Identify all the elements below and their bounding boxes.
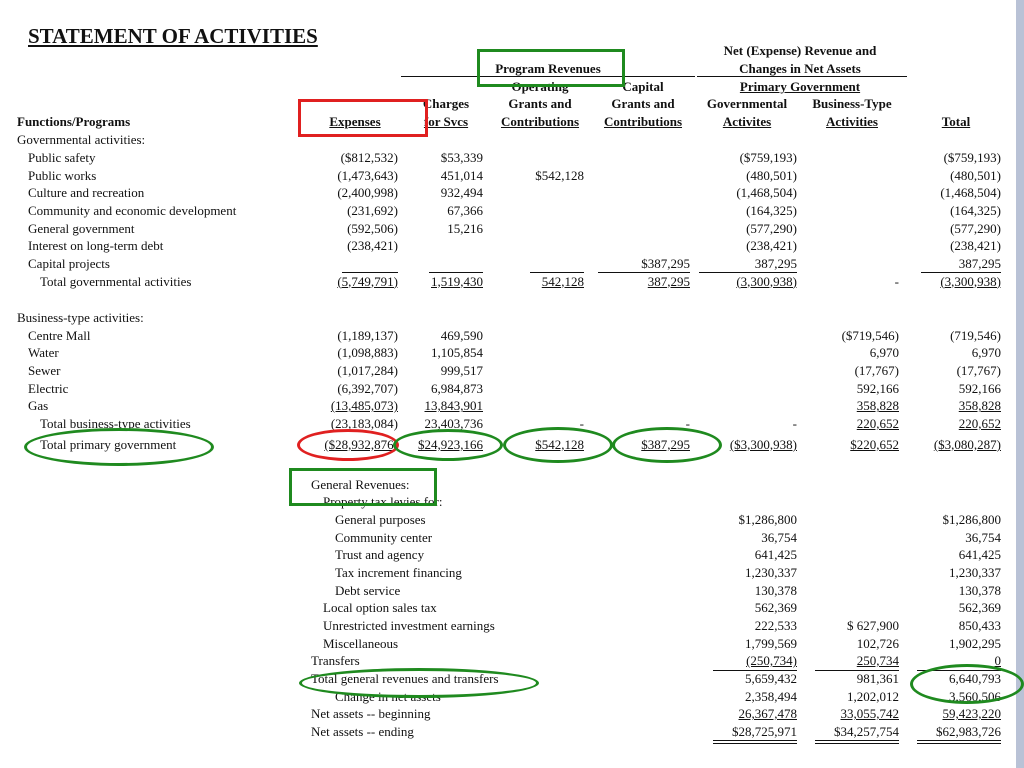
general-row-bt: 250,734 [856,653,899,669]
ending-double-rule [713,743,797,744]
general-row-bt: $ 627,900 [847,617,899,633]
general-row-gov: 1,799,569 [745,635,797,651]
general-row-gov: (250,734) [746,653,797,669]
general-row-gov: 26,367,478 [738,706,797,722]
primary-total-bt: $220,652 [850,437,899,452]
gov-total-expenses: (5,749,791) [337,273,398,289]
operating-header-l2: Grants and [508,96,572,111]
gov-row-charges: 451,014 [440,167,483,183]
general-row-total: 641,425 [958,547,1001,563]
gov-row-expenses: (238,421) [347,238,398,254]
general-row-gov: $28,725,971 [732,723,797,739]
gov-row-gov: (164,325) [746,202,797,218]
gov-total-bt: - [894,273,899,289]
bt-total-charges: 23,403,736 [424,415,483,431]
primary-expenses-oval [297,429,399,461]
gov-row-expenses: (592,506) [347,220,398,236]
gov-row-expenses: (1,473,643) [337,167,398,183]
gov-row-total: 387,295 [958,255,1001,271]
gov-row-capital: $387,295 [641,255,690,271]
charges-header-l1: Charges [422,96,470,111]
general-row-bt: 102,726 [856,635,899,651]
gov-row-label: Culture and recreation [28,185,145,201]
expenses-highlight-box [298,99,428,137]
general-row-total: 850,433 [958,617,1001,633]
general-row-label: Community center [335,529,433,545]
primary-government-header: Primary Government [739,79,861,94]
general-row-label: Debt service [335,582,401,598]
general-row-label: Net assets -- ending [311,723,414,739]
gov-row-label: Interest on long-term debt [28,238,164,254]
general-row-total: 6,640,793 [949,670,1001,686]
bt-row-expenses: (6,392,707) [337,380,398,396]
gov-row-gov: (480,501) [746,167,797,183]
bt-row-total: 358,828 [958,398,1001,414]
bt-header-l1: Business-Type [812,96,892,111]
gov-total-gov: (3,300,938) [736,273,797,289]
total-header: Total [941,114,971,129]
bt-row-expenses: (1,098,883) [337,345,398,361]
general-row-label: Unrestricted investment earnings [323,617,495,633]
net-header-line2: Changes in Net Assets [739,61,861,76]
primary-total-charges: $24,923,166 [418,437,483,452]
primary-capital-oval [612,427,722,463]
bt-total-gov: - [792,415,797,431]
bt-row-bt: ($719,546) [841,327,899,343]
general-row-gov: 641,425 [754,547,797,563]
gov-row-total: (238,421) [950,238,1001,254]
gov-row-expenses: (2,400,998) [337,185,398,201]
general-row-label: Total general revenues and transfers [311,670,499,686]
bt-total-operating: - [579,415,584,431]
gov-total-capital: 387,295 [647,273,690,289]
net-header-rule [697,76,907,77]
gov-total-operating: 542,128 [541,273,584,289]
gov-total-charges: 1,519,430 [431,273,483,289]
bt-row-charges: 13,843,901 [424,398,483,414]
functions-header: Functions/Programs [17,114,131,129]
bt-row-total: (17,767) [956,362,1001,378]
general-row-gov: 1,230,337 [745,564,797,580]
gov-row-gov: (577,290) [746,220,797,236]
gov-row-expenses: ($812,532) [340,150,398,165]
general-row-label: Miscellaneous [323,635,399,651]
gov-row-label: General government [28,220,135,236]
primary-total-label-oval [24,428,214,466]
general-total-label-oval [299,668,539,698]
gov-row-gov: (238,421) [746,238,797,254]
general-row-gov: 562,369 [754,600,797,616]
gov-row-charges: $53,339 [440,150,483,165]
bt-row-label: Centre Mall [28,327,91,343]
general-row-label: Tax increment financing [335,564,462,580]
primary-operating-oval [503,427,613,463]
bt-total-expenses: (23,183,084) [330,415,398,431]
primary-total-expenses: ($28,932,876) [324,437,398,452]
general-row-label: Trust and agency [335,547,425,563]
gov-row-total: (164,325) [950,202,1001,218]
bt-row-label: Water [28,345,59,361]
program-revenues-header: Program Revenues [495,61,601,76]
ending-double-rule [815,743,899,744]
gov-row-gov: 387,295 [754,255,797,271]
gov-row-total: (577,290) [950,220,1001,236]
gov-total-label: Total governmental activities [40,273,192,289]
bt-activities-heading: Business-type activities: [17,310,144,325]
slide-edge-strip [1016,0,1024,768]
bt-row-charges: 6,984,873 [431,380,483,396]
primary-total-total: ($3,080,287) [933,437,1001,452]
gov-row-total: (480,501) [950,167,1001,183]
gov-header-l1: Governmental [706,96,788,111]
bt-row-expenses: (1,189,137) [337,327,398,343]
bt-total-capital: - [685,415,690,431]
ending-double-rule [917,743,1001,744]
general-row-gov: 36,754 [761,529,797,545]
bt-row-total: 592,166 [958,380,1001,396]
operating-header-l1: Operating [511,79,569,94]
general-row-bt: 981,361 [856,670,899,686]
general-row-bt: 33,055,742 [840,706,899,722]
gov-activities-heading: Governmental activities: [17,132,146,147]
gov-row-charges: 932,494 [440,185,483,201]
ending-double-rule [713,740,797,741]
general-row-bt: $34,257,754 [834,723,899,739]
bt-row-charges: 999,517 [440,362,483,378]
gov-header-l2: Activites [722,114,772,129]
bt-row-label: Electric [28,380,69,396]
ending-double-rule [917,740,1001,741]
general-row-gov: $1,286,800 [738,512,797,527]
gov-row-label: Community and economic development [28,202,237,218]
property-tax-heading: Property tax levies for: [323,494,443,509]
bt-row-bt: 6,970 [869,345,899,361]
general-row-total: 130,378 [958,582,1001,598]
bt-row-bt: 592,166 [856,380,899,396]
gov-row-charges: 15,216 [447,220,483,236]
general-row-label: Transfers [311,653,360,669]
bt-row-bt: (17,767) [854,362,899,378]
gov-row-gov: (1,468,504) [736,185,797,201]
general-row-gov: 130,378 [754,582,797,598]
general-row-total: $1,286,800 [942,512,1001,527]
charges-header-l2: for Svcs [423,114,469,129]
general-row-total: 36,754 [965,529,1001,545]
general-row-gov: 222,533 [754,617,797,633]
general-row-total: 1,902,295 [949,635,1001,651]
operating-header-l3: Contributions [500,114,580,129]
general-row-total: 3,560,506 [949,688,1001,704]
primary-total-label: Total primary government [40,437,177,452]
program-revenues-highlight-box [477,49,625,87]
general-total-value-oval [910,664,1024,704]
bt-row-total: 6,970 [971,345,1001,361]
gov-row-label: Public safety [28,150,96,165]
general-row-gov: 5,659,432 [745,670,797,686]
general-row-total: 562,369 [958,600,1001,616]
bt-total-total: 220,652 [958,415,1001,431]
ending-double-rule [815,740,899,741]
bt-row-expenses: (1,017,284) [337,362,398,378]
bt-row-total: (719,546) [950,327,1001,343]
general-row-total: $62,983,726 [936,723,1001,739]
capital-header-l1: Capital [622,79,664,94]
primary-total-operating: $542,128 [535,437,584,452]
bt-total-bt: 220,652 [856,415,899,431]
bt-row-label: Sewer [28,362,61,378]
bt-row-expenses: (13,485,073) [330,398,398,414]
general-row-label: General purposes [335,512,426,527]
page-title: STATEMENT OF ACTIVITIES [28,24,318,48]
general-row-label: Change in net assets [335,688,441,704]
general-row-label: Local option sales tax [323,600,437,616]
gov-row-charges: 67,366 [447,202,483,218]
bt-total-label: Total business-type activities [40,415,191,431]
expenses-header: Expenses [329,114,381,129]
gov-row-gov: ($759,193) [739,150,797,165]
gov-row-total: (1,468,504) [940,185,1001,201]
gov-row-label: Public works [28,167,97,183]
capital-header-l3: Contributions [603,114,683,129]
general-revenues-heading: General Revenues: [311,477,410,492]
gov-total-total: (3,300,938) [940,273,1001,289]
general-row-total: 0 [994,653,1001,669]
bt-header-l2: Activities [826,114,878,129]
general-total-rule [815,670,899,671]
general-row-total: 1,230,337 [949,564,1001,580]
primary-total-gov: ($3,300,938) [729,437,797,452]
gov-row-total: ($759,193) [943,150,1001,165]
gov-row-operating: $542,128 [535,167,584,183]
general-row-gov: 2,358,494 [745,688,797,704]
primary-charges-oval [393,429,503,461]
general-row-label: Net assets -- beginning [311,706,431,722]
gov-row-expenses: (231,692) [347,202,398,218]
bt-row-charges: 469,590 [440,327,483,343]
capital-header-l2: Grants and [611,96,675,111]
net-header-line1: Net (Expense) Revenue and [723,43,877,58]
gov-row-label: Capital projects [28,255,110,271]
general-row-bt: 1,202,012 [847,688,899,704]
bt-row-bt: 358,828 [856,398,899,414]
bt-row-label: Gas [28,398,49,414]
general-revenues-highlight-box [289,468,437,506]
primary-total-capital: $387,295 [641,437,690,452]
general-row-total: 59,423,220 [942,706,1001,722]
general-total-rule [713,670,797,671]
bt-row-charges: 1,105,854 [431,345,483,361]
